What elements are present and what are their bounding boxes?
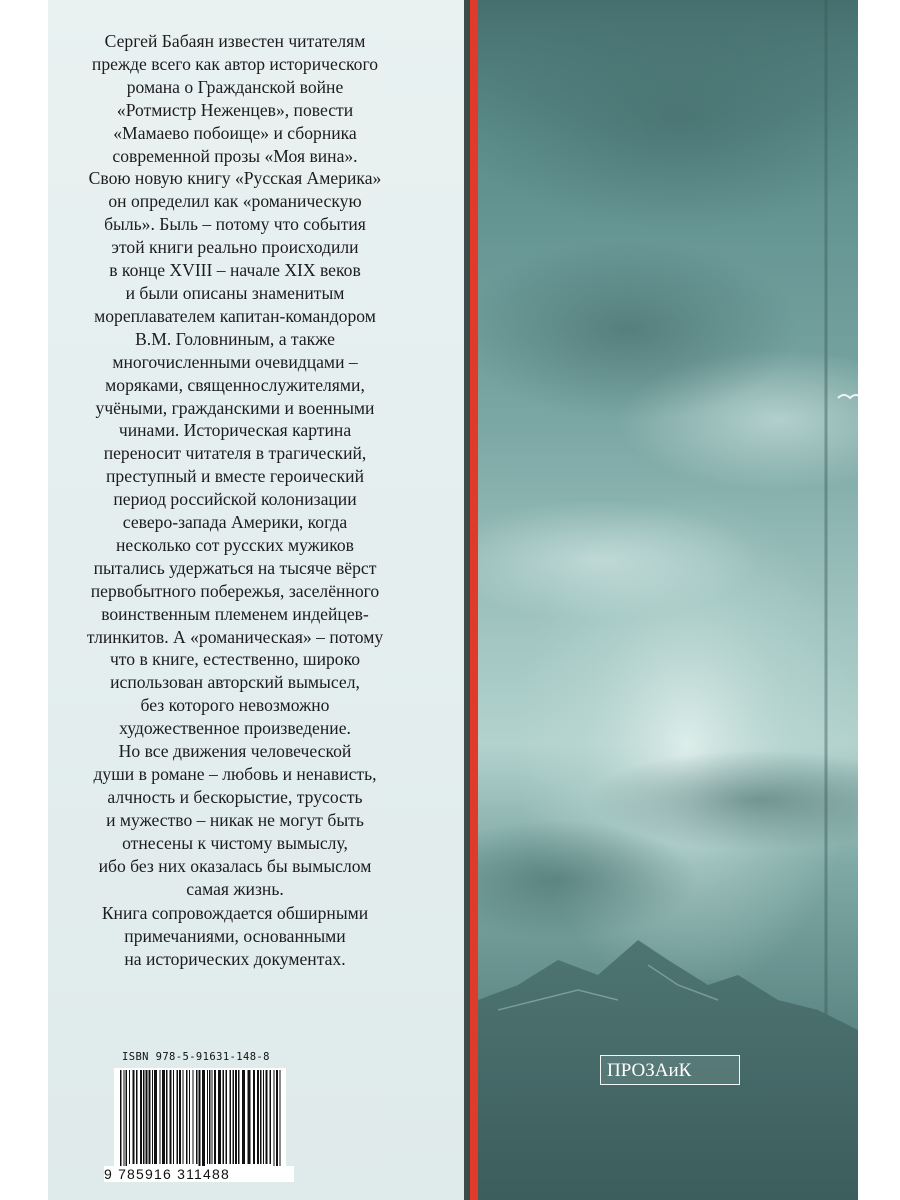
annotation-line: примечаниями, основанными	[124, 926, 346, 947]
divider-red-stripe	[470, 0, 478, 1200]
annotation-line: отнесены к чистому вымыслу,	[122, 832, 348, 853]
annotation-line: пытались удержаться на тысяче вёрст	[93, 557, 377, 578]
barcode-bar	[274, 1070, 275, 1170]
barcode-bar	[129, 1070, 130, 1164]
barcode-bar	[186, 1070, 188, 1164]
barcode-bar	[177, 1070, 179, 1164]
annotation-line: первобытного побережья, заселённого	[90, 580, 380, 601]
annotation-line: многочисленными очевидцами –	[112, 351, 358, 372]
annotation-line: «Мамаево побоище» и сборника	[113, 122, 357, 143]
annotation-line: «Ротмистр Неженцев», повести	[116, 99, 354, 120]
annotation-line: использован авторский вымысел,	[110, 672, 360, 693]
barcode-bar	[124, 1070, 125, 1170]
annotation-line: переносит читателя в трагический,	[103, 443, 367, 464]
barcode-bar	[193, 1070, 194, 1164]
annotation-line: без которого невозможно	[140, 695, 330, 716]
barcode-bar	[136, 1070, 138, 1164]
barcode-bar	[266, 1070, 268, 1164]
annotation-line: алчность и бескорыстие, трусость	[107, 786, 363, 807]
annotation-line: Но все движения человеческой	[118, 741, 352, 762]
barcode-bar	[263, 1070, 264, 1164]
barcode-bar	[235, 1070, 237, 1164]
barcode-bar	[230, 1070, 232, 1164]
barcode-bar	[226, 1070, 228, 1164]
annotation-line: этой книги реально происходили	[111, 237, 359, 258]
barcode-bar	[170, 1070, 172, 1164]
annotation-line: романа о Гражданской войне	[126, 76, 344, 97]
annotation-line: и были описаны знаменитым	[125, 282, 345, 303]
barcode-bar	[223, 1070, 225, 1164]
annotation-line: и мужество – никак не могут быть	[106, 809, 364, 830]
annotation-line: самая жизнь.	[186, 878, 284, 899]
annotation-line: художественное произведение.	[119, 718, 351, 739]
barcode-bar	[196, 1070, 198, 1164]
barcode-bar	[248, 1070, 251, 1164]
annotation-line: несколько сот русских мужиков	[116, 534, 354, 555]
annotation-line: тлинкитов. А «романическая» – потому	[86, 626, 384, 647]
barcode-bar	[207, 1070, 208, 1164]
annotation-line: быль». Быль – потому что события	[104, 214, 366, 235]
barcode-bar	[238, 1070, 240, 1164]
annotation-line: северо-запада Америки, когда	[122, 512, 348, 533]
barcode-bar	[209, 1070, 211, 1164]
barcode-bar	[233, 1070, 235, 1164]
barcode-bar	[133, 1070, 135, 1164]
barcode-bar	[280, 1070, 281, 1170]
isbn: ISBN 978-5-91631-148-8	[122, 1051, 270, 1063]
annotation-line: Книга сопровождается обширными	[101, 903, 369, 924]
barcode-digits: 9 785916 311488	[104, 1166, 294, 1182]
barcode-bar	[212, 1070, 213, 1164]
annotation-line: души в романе – любовь и ненависть,	[93, 764, 377, 784]
barcode-bar	[146, 1070, 148, 1164]
annotation-line: прежде всего как автор исторического	[91, 53, 379, 74]
cover-photo-sky-mountain	[478, 0, 858, 1200]
barcode-bar	[202, 1070, 205, 1170]
annotation-paragraph-1	[40, 30, 430, 900]
barcode-bar	[214, 1070, 216, 1164]
barcode-bar	[179, 1070, 181, 1164]
barcode-bar	[183, 1070, 184, 1164]
barcode-bar	[160, 1070, 161, 1164]
annotation-line: на исторических документах.	[124, 949, 346, 970]
barcode-bar	[166, 1070, 168, 1164]
barcode-bar	[260, 1070, 262, 1164]
barcode-bar	[120, 1070, 122, 1170]
barcode-bar	[143, 1070, 145, 1164]
publisher-logo: ПРОЗАиК	[600, 1055, 740, 1085]
barcode-bar	[270, 1070, 272, 1164]
annotation-line: воинственным племенем индейцев-	[101, 603, 369, 624]
annotation-line: он определил как «романическую	[108, 191, 362, 212]
annotation-paragraph-2	[40, 902, 430, 971]
annotation-line: период российской колонизации	[113, 489, 357, 510]
annotation-line: в конце XVIII – начале XIX веков	[109, 260, 361, 281]
barcode-bar	[189, 1070, 190, 1164]
barcode-bar	[126, 1070, 128, 1170]
barcode-bar	[257, 1070, 259, 1164]
barcode-bar	[218, 1070, 221, 1164]
barcode-bar	[140, 1070, 142, 1164]
barcode-bar	[152, 1070, 153, 1164]
annotation-line: моряками, священнослужителями,	[105, 374, 365, 395]
annotation-line: что в книге, естественно, широко	[109, 649, 361, 670]
annotation-line: Сергей Бабаян известен читателям	[104, 31, 366, 51]
barcode-bar	[162, 1070, 165, 1164]
annotation-line: преступный и вместе героический	[106, 466, 364, 487]
annotation-text	[40, 30, 430, 971]
sky-illustration	[478, 0, 858, 1200]
barcode-bar	[253, 1070, 255, 1164]
annotation-line: чинами. Историческая картина	[118, 420, 352, 441]
barcode-bar	[199, 1070, 201, 1170]
barcode-bar	[149, 1070, 151, 1164]
barcode-bar	[173, 1070, 174, 1164]
annotation-line: современной прозы «Моя вина».	[112, 145, 358, 166]
annotation-line: учёными, гражданскими и военными	[95, 397, 375, 418]
barcode-bar	[242, 1070, 245, 1164]
barcode	[114, 1068, 286, 1172]
barcode-bar	[276, 1070, 278, 1170]
annotation-line: мореплавателем капитан-командором	[94, 305, 376, 326]
barcode-bar	[154, 1070, 157, 1164]
annotation-line: В.М. Головниным, а также	[135, 328, 335, 349]
annotation-line: Свою новую книгу «Русская Америка»	[88, 168, 382, 189]
annotation-line: ибо без них оказалась бы вымыслом	[98, 855, 372, 876]
